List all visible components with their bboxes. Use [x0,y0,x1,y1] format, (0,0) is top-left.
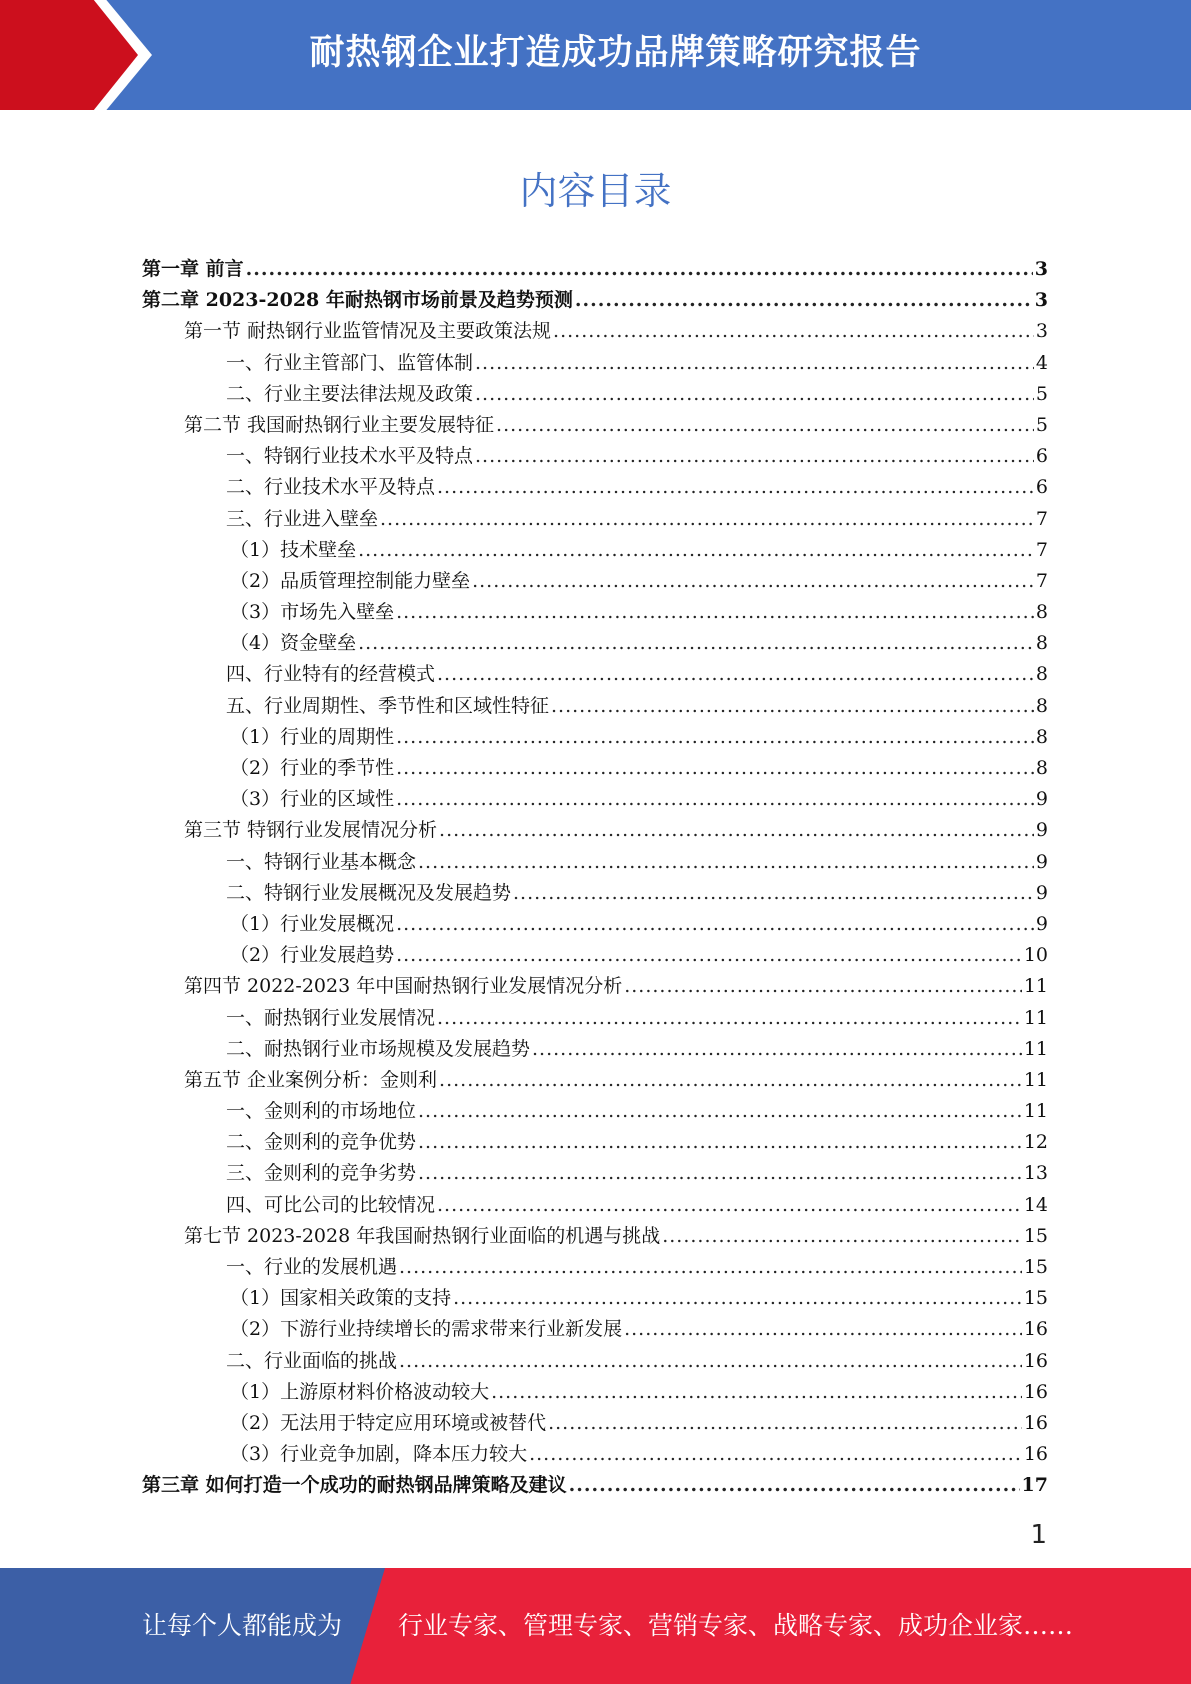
toc-entry[interactable] [142,878,1048,909]
footer-slogan-left: 让每个人都能成为 [142,1611,343,1640]
toc-entry-page: 16 [1023,1349,1048,1372]
toc-entry-page: 8 [1035,725,1048,748]
toc-leader-dots [548,1408,1022,1439]
toc-entry[interactable] [142,1470,1048,1501]
toc-entry[interactable] [142,254,1048,285]
toc-entry-page: 7 [1035,569,1048,592]
toc-leader-dots [358,535,1034,566]
toc-entry[interactable] [142,1346,1048,1377]
toc-entry[interactable] [142,597,1048,628]
toc-entry[interactable] [142,1003,1048,1034]
toc-entry[interactable] [142,847,1048,878]
toc-leader-dots [418,847,1034,878]
toc-entry-title: 第一章 前言 [142,258,244,280]
toc-entry-page: 9 [1035,912,1048,935]
toc-entry-title: 一、行业的发展机遇 [226,1256,398,1278]
toc-entry[interactable] [142,1283,1048,1314]
toc-leader-dots [575,285,1033,316]
toc-leader-dots [437,1003,1022,1034]
toc-leader-dots [662,1221,1022,1252]
toc-leader-dots [529,1439,1022,1470]
toc-leader-dots [624,1314,1022,1345]
toc-entry-page: 5 [1035,382,1048,405]
toc-entry-title: 四、行业特有的经营模式 [226,663,436,686]
toc-leader-dots [396,753,1034,784]
toc-leader-dots [475,441,1034,472]
toc-leader-dots [496,410,1034,441]
toc-leader-dots [396,722,1034,753]
toc-entry-page: 17 [1021,1474,1048,1497]
toc-entry-page: 9 [1035,788,1048,811]
toc-entry-title: 第二章 2023-2028 年耐热钢市场前景及趋势预测 [142,289,573,312]
toc-entry-title: 一、行业主管部门、监管体制 [226,351,474,374]
toc-leader-dots [246,254,1033,285]
toc-leader-dots [437,1190,1022,1221]
toc-entry-title: 二、行业面临的挑战 [226,1349,398,1372]
toc-entry-title: （1）国家相关政策的支持 [230,1287,452,1310]
toc-entry-title: （2）行业的季节性 [230,757,395,779]
toc-entry-title: 二、耐热钢行业市场规模及发展趋势 [226,1037,531,1060]
toc-entry-title: 三、行业进入壁垒 [226,507,379,530]
toc-entry-title: （3）行业竞争加剧，降本压力较大 [230,1443,528,1466]
toc-entry-page: 11 [1023,1100,1048,1123]
toc-entry-page: 12 [1023,1131,1048,1154]
toc-entry[interactable] [142,566,1048,597]
toc-entry-page: 11 [1023,1068,1048,1091]
toc-entry[interactable] [142,1096,1048,1127]
toc-entry-title: （2）品质管理控制能力壁垒 [230,569,471,592]
toc-leader-dots [396,784,1034,815]
toc-entry-page: 15 [1023,1287,1048,1310]
header-band [0,0,1191,110]
toc-entry-page: 8 [1035,694,1048,717]
toc-entry[interactable] [142,628,1048,659]
toc-entry[interactable] [142,535,1048,566]
toc-entry[interactable] [142,285,1048,316]
toc-entry-page: 8 [1035,663,1048,686]
toc-leader-dots [437,472,1034,503]
toc-entry[interactable] [142,316,1048,347]
toc-entry-page: 15 [1023,1256,1048,1278]
toc-entry-title: 第一节 耐热钢行业监管情况及主要政策法规 [184,320,552,343]
toc-entry-page: 9 [1035,881,1048,904]
toc-entry-page: 16 [1023,1380,1048,1403]
toc-entry[interactable] [142,1158,1048,1189]
toc-entry-page: 3 [1034,289,1048,312]
toc-leader-dots [418,1158,1022,1189]
toc-leader-dots [396,909,1034,940]
toc-entry[interactable] [142,504,1048,535]
toc-entry[interactable] [142,1314,1048,1345]
toc-leader-dots [439,1065,1022,1096]
toc-entry-title: （4）资金壁垒 [230,632,357,655]
toc-entry[interactable] [142,940,1048,971]
toc-entry[interactable] [142,971,1048,1002]
toc-entry-page: 16 [1023,1443,1048,1466]
toc-leader-dots [532,1034,1022,1065]
toc-leader-dots [624,971,1022,1002]
toc-entry[interactable] [142,784,1048,815]
toc-entry[interactable] [142,722,1048,753]
toc-leader-dots [418,1127,1022,1158]
toc-entry[interactable] [142,1034,1048,1065]
toc-entry-page: 7 [1035,538,1048,561]
toc-entry[interactable] [142,1252,1048,1283]
toc-leader-dots [380,504,1034,535]
toc-entry[interactable] [142,1127,1048,1158]
toc-leader-dots [396,597,1034,628]
toc-heading: 内容目录 [519,169,672,213]
toc-leader-dots [475,348,1034,379]
toc-entry-page: 16 [1023,1318,1048,1341]
toc-entry-page: 4 [1035,351,1048,374]
toc-leader-dots [396,940,1022,971]
toc-leader-dots [439,815,1034,846]
toc-entry-title: （3）市场先入壁垒 [230,601,395,624]
toc-entry[interactable] [142,1408,1048,1439]
toc-entry-page: 3 [1035,320,1048,343]
toc-entry-title: 一、金则利的市场地位 [226,1100,417,1123]
toc-entry-page: 11 [1023,1006,1048,1029]
toc-entry-title: （3）行业的区域性 [230,788,395,811]
toc-entry-title: （2）无法用于特定应用环境或被替代 [230,1411,547,1434]
toc-entry-title: 二、金则利的竞争优势 [226,1131,417,1154]
toc-entry-page: 16 [1023,1411,1048,1434]
toc-entry-page: 5 [1035,413,1048,436]
footer-slogan-right: 行业专家、管理专家、营销专家、战略专家、成功企业家…… [398,1611,1074,1640]
toc-entry-title: 五、行业周期性、季节性和区域性特征 [226,694,550,717]
toc-entry-title: 第三节 特钢行业发展情况分析 [184,819,438,842]
toc-entry-page: 9 [1035,819,1048,842]
toc-entry-title: （1）技术壁垒 [230,538,357,561]
toc-entry-title: 第五节 企业案例分析：金则利 [184,1068,438,1091]
toc-entry-page: 6 [1035,476,1048,499]
toc-leader-dots [418,1096,1022,1127]
toc-leader-dots [472,566,1034,597]
report-title: 耐热钢企业打造成功品牌策略研究报告 [309,33,922,73]
toc-entry-title: （1）行业发展概况 [230,912,395,935]
toc-leader-dots [453,1283,1022,1314]
toc-entry-page: 7 [1035,507,1048,530]
toc-leader-dots [358,628,1034,659]
toc-entry[interactable] [142,753,1048,784]
toc-entry[interactable] [142,410,1048,441]
footer-band [0,1568,1191,1684]
toc-entry-page: 6 [1035,445,1048,468]
table-of-contents [142,254,1048,1502]
toc-entry-page: 15 [1023,1224,1048,1247]
toc-entry-title: 二、特钢行业发展概况及发展趋势 [226,881,512,904]
toc-leader-dots [475,379,1034,410]
toc-entry-title: （1）行业的周期性 [230,725,395,748]
toc-entry-page: 10 [1023,944,1048,967]
toc-leader-dots [437,659,1034,690]
toc-entry-title: 三、金则利的竞争劣势 [226,1162,417,1185]
toc-entry-title: 一、特钢行业技术水平及特点 [226,445,474,468]
toc-leader-dots [491,1377,1022,1408]
toc-entry[interactable] [142,1065,1048,1096]
toc-entry-title: 二、行业技术水平及特点 [226,476,436,499]
toc-leader-dots [569,1470,1020,1501]
toc-entry[interactable] [142,815,1048,846]
toc-entry-title: 一、特钢行业基本概念 [226,850,417,873]
toc-leader-dots [551,691,1034,722]
toc-entry[interactable] [142,348,1048,379]
toc-entry-page: 8 [1035,632,1048,655]
toc-entry-title: 一、耐热钢行业发展情况 [226,1006,436,1029]
toc-entry-title: 二、行业主要法律法规及政策 [226,382,474,405]
toc-entry-page: 11 [1023,1037,1048,1060]
toc-entry-title: 四、可比公司的比较情况 [226,1193,436,1216]
toc-entry[interactable] [142,691,1048,722]
page-number: 1 [1030,1520,1047,1550]
toc-entry[interactable] [142,472,1048,503]
toc-entry-title: （1）上游原材料价格波动较大 [230,1380,490,1403]
toc-entry[interactable] [142,1190,1048,1221]
toc-entry[interactable] [142,1439,1048,1470]
toc-entry[interactable] [142,909,1048,940]
toc-entry[interactable] [142,441,1048,472]
toc-entry-title: 第四节 2022-2023 年中国耐热钢行业发展情况分析 [184,975,623,998]
toc-entry-page: 8 [1035,601,1048,624]
toc-entry-title: （2）行业发展趋势 [230,944,395,967]
toc-entry-page: 11 [1023,975,1048,998]
toc-entry-title: 第三章 如何打造一个成功的耐热钢品牌策略及建议 [142,1474,567,1497]
toc-leader-dots [399,1346,1022,1377]
toc-entry-title: 第七节 2023-2028 年我国耐热钢行业面临的机遇与挑战 [184,1224,661,1247]
toc-entry-page: 3 [1034,258,1048,280]
toc-leader-dots [399,1252,1022,1283]
toc-entry[interactable] [142,379,1048,410]
toc-entry-page: 8 [1035,757,1048,779]
toc-entry-title: 第二节 我国耐热钢行业主要发展特征 [184,413,495,436]
toc-entry[interactable] [142,659,1048,690]
toc-entry-title: （2）下游行业持续增长的需求带来行业新发展 [230,1318,623,1341]
toc-entry[interactable] [142,1377,1048,1408]
toc-entry[interactable] [142,1221,1048,1252]
toc-leader-dots [513,878,1034,909]
toc-entry-page: 14 [1023,1193,1048,1216]
toc-entry-page: 9 [1035,850,1048,873]
toc-entry-page: 13 [1023,1162,1048,1185]
toc-leader-dots [553,316,1034,347]
